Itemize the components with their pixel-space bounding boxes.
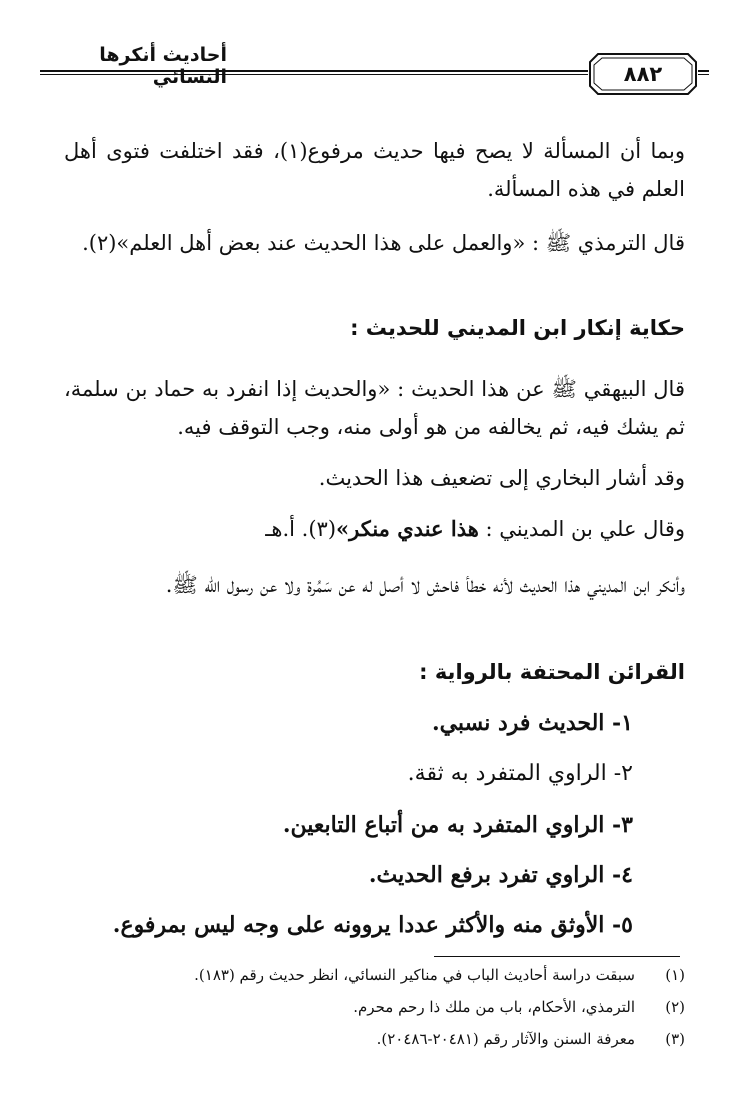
footnote-number: (٢) — [665, 998, 685, 1016]
paragraph-3: قال البيهقي ﷺ عن هذا الحديث : «والحديث إذا انفرد به حماد بن سلمة، ثم يشك فيه، ثم يخالفه من هو أولى منه، وجب التوقف فيه. — [64, 377, 685, 439]
paragraph-2: قال الترمذي ﷺ : «والعمل على هذا الحديث عند بعض أهل العلم»(٢). — [82, 231, 685, 255]
footnote-1 — [194, 966, 685, 984]
footnote-text: سبقت دراسة أحاديث الباب في مناكير النسائي، انظر حديث رقم (١٨٣). — [194, 966, 635, 984]
list-item-2: ٢- الراوي المتفرد به ثقة. — [407, 761, 633, 786]
list-item-3: ٣- الراوي المتفرد به من أتباع التابعين. — [282, 812, 633, 838]
running-title: أحاديث أنكرها النسائي — [99, 44, 227, 88]
footnote-text: معرفة السنن والآثار رقم (٢٠٤٨١-٢٠٤٨٦). — [376, 1030, 635, 1048]
footnote-text: الترمذي، الأحكام، باب من ملك ذا رحم محرم. — [353, 998, 635, 1016]
footnote-3 — [377, 1030, 685, 1048]
section-heading-2: القرائن المحتفة بالرواية : — [419, 660, 685, 684]
paragraph-5-prefix: وقال علي بن المديني : — [478, 517, 685, 541]
page-number-badge — [588, 52, 698, 96]
footnote-2 — [353, 998, 685, 1016]
footnote-number: (١) — [665, 966, 685, 984]
list-item-4: ٤- الراوي تفرد برفع الحديث. — [368, 862, 633, 888]
paragraph-4: وقد أشار البخاري إلى تضعيف هذا الحديث. — [318, 466, 685, 490]
page-number: ٨٨٢ — [623, 62, 663, 86]
paragraph-5 — [64, 516, 685, 541]
section-heading-1: حكاية إنكار ابن المديني للحديث : — [350, 316, 685, 340]
paragraph-6: وأنكر ابن المديني هذا الحديث لأنه خطأ فاحش لا أصل له عن سَمُرة ولا عن رسول الله ﷺ. — [165, 573, 685, 597]
footnote-separator — [434, 956, 680, 957]
paragraph-1: وبما أن المسألة لا يصح فيها حديث مرفوع(١)، فقد اختلفت فتوى أهل العلم في هذه المسألة. — [64, 139, 685, 201]
paragraph-5-suffix: (٣). أ.هـ — [265, 517, 337, 541]
footnote-number: (٣) — [665, 1030, 685, 1048]
list-item-1: ١- الحديث فرد نسبي. — [431, 710, 633, 736]
list-item-5: ٥- الأوثق منه والأكثر عددا يروونه على وجه ليس بمرفوع. — [112, 912, 633, 938]
paragraph-5-quote: هذا عندي منكر» — [336, 516, 479, 541]
